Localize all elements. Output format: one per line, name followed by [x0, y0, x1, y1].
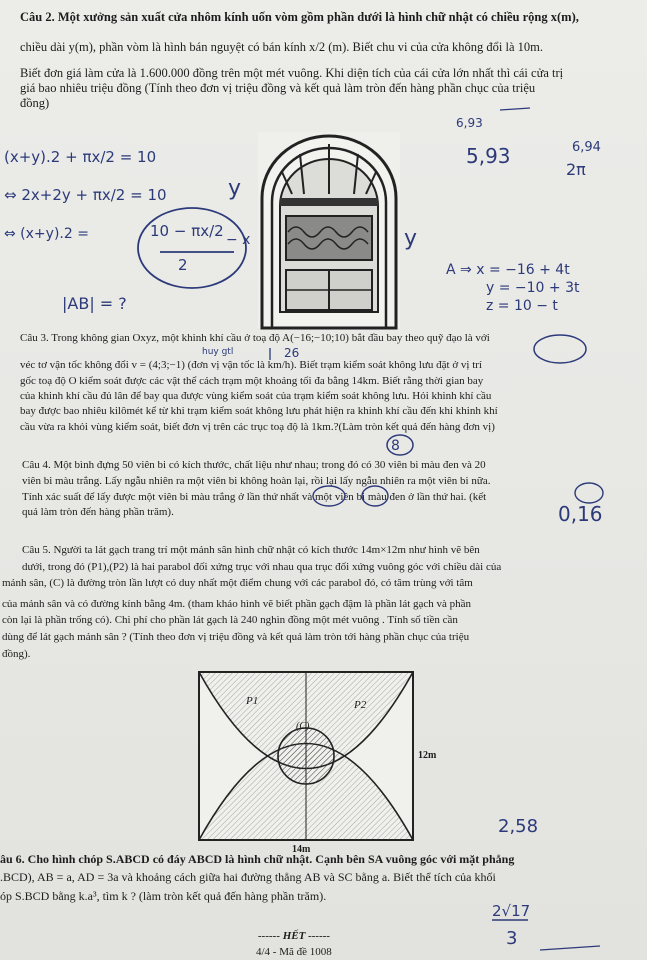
footer-page-code: 4/4 - Mã đề 1008	[256, 946, 332, 958]
hw-a11: 2√17	[492, 902, 531, 920]
q3-line-1: Câu 3. Trong không gian Oxyz, một khinh khí cầu ở toạ độ A(−16;−10;10) bắt đầu bay theo quỹ đạo là với	[20, 332, 490, 344]
hw-a12: 3	[506, 928, 518, 949]
hw-a13: 26	[284, 346, 300, 360]
q5-line-5: còn lại là phần trống có). Chi phí cho phần lát gạch là 240 nghìn đồng một mét vuông . Tính số tiền cần	[2, 614, 458, 626]
q3-line-6: cầu vừa ra khỏi vùng kiểm soát, biết đơn vị trên các trục toạ độ là 1km.?(Làm tròn kết quả đến hàng đơn vị)	[20, 421, 495, 433]
hw-a14: huy gtl	[202, 347, 234, 357]
hw-ab: |AB| = ?	[62, 294, 127, 313]
hw-y: y	[228, 176, 242, 201]
q5-line-1: Câu 5. Người ta lát gạch trang trí một mảnh sân hình chữ nhật có kích thước 14m×12m như hình vẽ bên	[22, 544, 480, 556]
q4-line-2: viên bi màu trắng. Lấy ngẫu nhiên ra một viên bi không hoàn lại, rồi lại lấy ngẫu nhiên ra một viên bi nữa.	[22, 475, 491, 487]
hw-frac-num: 10 − πx/2	[150, 222, 224, 240]
hw-a7: z = 10 − t	[486, 298, 558, 314]
q5-line-7: đồng).	[2, 648, 31, 660]
hw-frac-den: 2	[178, 256, 188, 274]
q6-line-2: .BCD), AB = a, AD = 3a và khoảng cách giữa hai đường thẳng AB và SC bằng a. Biết thể tích của khối	[0, 870, 496, 884]
q3-line-2: véc tơ vận tốc không đổi v = (4;3;−1) (đơn vị vận tốc là km/h). Biết trạm kiểm soát không lưu đặt ở vị trí	[20, 359, 482, 371]
footer-end: ------ HẾT ------	[258, 930, 331, 942]
hw-eq2: ⇔ 2x+2y + πx/2 = 10	[4, 186, 167, 204]
hw-a5: A ⇒ x = −16 + 4t	[446, 262, 570, 278]
q2-line-1: Câu 2. Một xưởng sản xuất cửa nhôm kính uốn vòm gồm phần dưới là hình chữ nhật có chiều rộng x(m),	[20, 10, 579, 24]
hw-a4: 2π	[566, 160, 586, 179]
q4-line-1: Câu 4. Một bình đựng 50 viên bi có kích thước, chất liệu như nhau; trong đó có 30 viên bi màu đen và 20	[22, 459, 486, 471]
q4-line-4: quả làm tròn đến hàng phần trăm).	[22, 506, 174, 518]
q6-line-3: óp S.BCD bằng k.a³, tìm k ? (làm tròn kết quả đến hàng phần trăm).	[0, 889, 327, 903]
q5-line-3: mảnh sân, (C) là đường tròn lần lượt có duy nhất một điểm chung với các parabol đó, có tâm trùng với tâm	[2, 577, 473, 589]
q3-line-3: gốc toạ độ O kiểm soát được các vật thể cách trạm một khoảng tối đa bằng 14km. Biết rằng thời gian bay	[20, 375, 484, 387]
hw-a1: 6,93	[456, 116, 483, 130]
hw-a3: 6,94	[572, 140, 601, 155]
hw-minus-x: − x	[226, 232, 251, 248]
q2-line-3: Biết đơn giá làm cửa là 1.600.000 đồng trên một mét vuông. Khi diện tích của cái cửa lớn nhất thì cái cửa trị	[20, 66, 564, 80]
hw-a2: 5,93	[466, 144, 511, 168]
hw-a6: y = −10 + 3t	[486, 280, 580, 296]
hw-a8: 8	[391, 438, 400, 454]
q5-line-2: dưới, trong đó (P1),(P2) là hai parabol đối xứng trục với nhau qua trục đối xứng vuông góc với chiều dài của	[22, 561, 502, 573]
q6-line-1: âu 6. Cho hình chóp S.ABCD có đáy ABCD là hình chữ nhật. Cạnh bên SA vuông góc với mặt phẳng	[0, 852, 515, 866]
q2-line-5: đồng)	[20, 96, 50, 110]
fig5-label-width: 14m	[292, 844, 311, 855]
hw-a10: 2,58	[498, 816, 539, 837]
q5-line-6: dùng để lát gạch mảnh sân ? (Tính theo đơn vị triệu đồng và kết quả làm tròn tới hàng phần chục của triệu	[2, 631, 470, 643]
hw-y-2: y	[404, 226, 418, 251]
fig5-label-p1: P1	[246, 695, 259, 707]
hw-eq3: ⇔ (x+y).2 =	[4, 226, 89, 242]
fig5-label-p2: P2	[354, 699, 367, 711]
fig5-label-height: 12m	[418, 750, 437, 761]
q3-line-4: của khinh khí cầu đủ lân để bay qua được vùng kiểm soát của trạm kiểm soát không lưu. Hỏi khinh khí cầu	[20, 390, 492, 402]
q3-line-5: bay được bao nhiêu kilômét kể từ khi trạm kiểm soát không lưu phát hiện ra khinh khí cầu đến khi khinh khí	[20, 405, 498, 417]
hw-eq1: (x+y).2 + πx/2 = 10	[4, 148, 157, 166]
q2-line-2: chiều dài y(m), phần vòm là hình bán nguyệt có bán kính x/2 (m). Biết chu vi của cửa không đổi là 10m.	[20, 40, 543, 54]
q2-line-4: giá bao nhiêu triệu đồng (Tính theo đơn vị triệu đồng và kết quả làm tròn đến hàng phần chục của triệu	[20, 81, 536, 95]
hw-a9: 0,16	[558, 502, 603, 526]
q5-line-4: của mảnh sân và có đường kính bằng 4m. (tham khảo hình vẽ biết phần gạch đậm là phần lát gạch và phần	[2, 598, 472, 610]
q4-line-3: Tính xác suất để lấy được một viên bi màu trắng ở lần thứ nhất và một viên bi màu đen ở lần thứ hai. (kết	[22, 491, 487, 503]
fig5-label-c: (C)	[296, 721, 310, 732]
